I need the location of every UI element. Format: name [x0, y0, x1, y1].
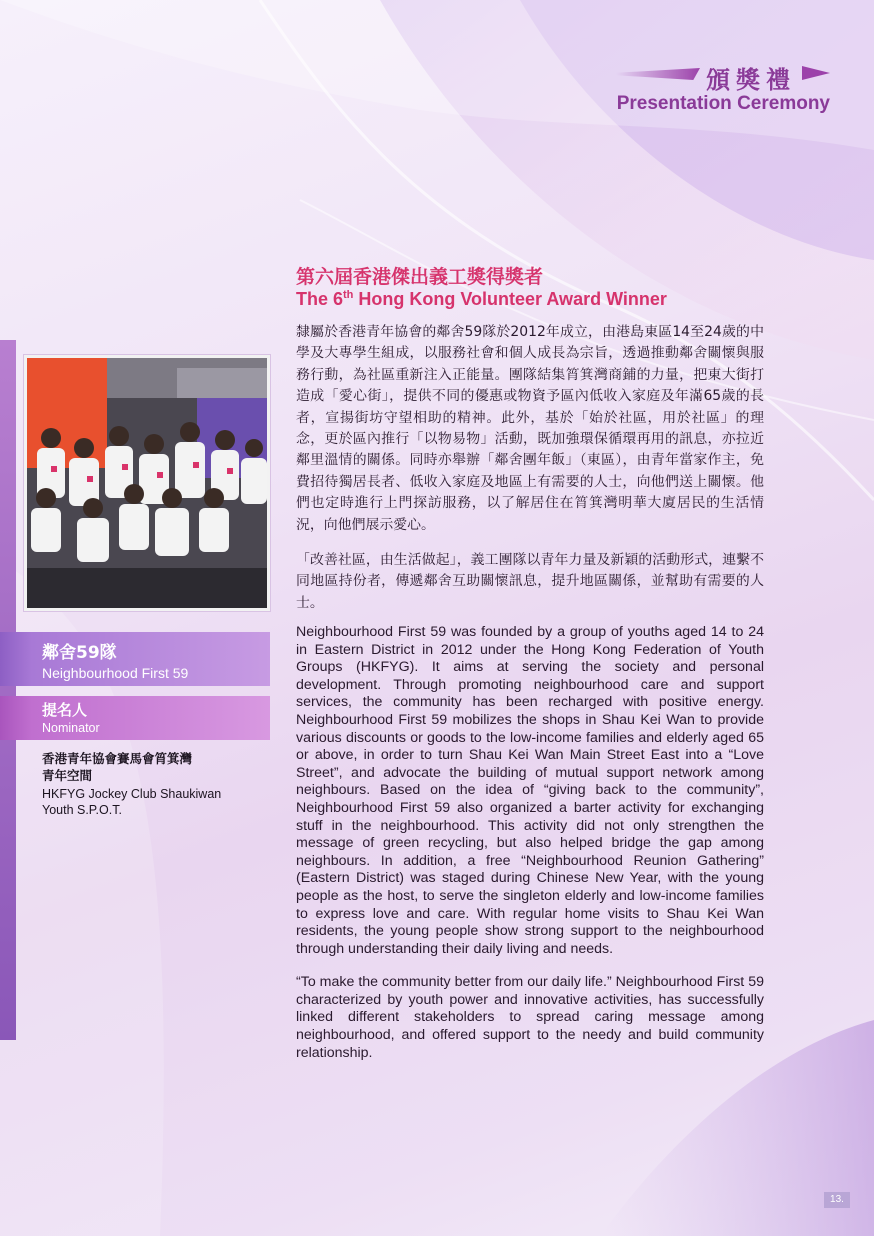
- award-title-en: [296, 289, 667, 310]
- award-title-cn: 第六屆香港傑出義工獎得獎者: [296, 266, 544, 288]
- team-name-cn: 鄰舍59隊: [42, 643, 117, 663]
- nominator-label-cn: 提名人: [42, 701, 88, 719]
- body-en-paragraph-2: “To make the community better from our daily life.” Neighbourhood First 59 characterized by youth power and innovative activities, has successfully linked different stakeholders to spread caring message among neighbourhood, and offered support to the needy and build community relationship.: [296, 974, 764, 1061]
- left-accent-bar: [0, 340, 16, 1040]
- team-name-en: Neighbourhood First 59: [42, 665, 189, 681]
- team-photo-illustration: [27, 358, 267, 608]
- team-photo: [24, 355, 270, 611]
- nominator-name-cn-line2: 青年空間: [42, 768, 93, 783]
- nominator-name-cn-line1: 香港青年協會賽馬會筲箕灣: [42, 751, 193, 766]
- header-title-en: Presentation Ceremony: [616, 93, 830, 114]
- award-title-en-suffix: Hong Kong Volunteer Award Winner: [353, 289, 667, 309]
- body-cn: [296, 322, 764, 614]
- nominator-name-en-line1: HKFYG Jockey Club Shaukiwan: [42, 787, 222, 801]
- body-en-paragraph-1: Neighbourhood First 59 was founded by a group of youths aged 14 to 24 in Eastern District in 2012 under the Hong Kong Federation of Youth Groups (HKFYG). It aims at serving the society and personal development. Through promoting neighbourhood care and support services, the community has been recharged with positive energy. Neighbourhood First 59 mobilizes the shops in Shau Kei Wan to provide various discounts or goods to the low-income families and elderly aged 65 or above, in order to turn Shau Kei Wan Main Street East into a “Love Street”, and advocate the building of mutual support network among neighbours. Based on the idea of “giving back to the community”, Neighbourhood First 59 also organized a barter activity for exchanging stuff in the neighbourhood. This activity did not only strengthen the message of green recycling, but also helped bridge the gap among neighbours. In addition, a free “Neighbourhood Reunion Gathering” (Eastern District) was staged during Chinese New Year, with the young people as the host, to serve the singleton elderly and low-income families to express love and care. With regular home visits to Shau Kei Wan residents, the young people show strong support to the neighbourhood through understanding their daily living and needs.: [296, 624, 764, 957]
- team-label: [32, 632, 270, 686]
- nominator-name: [42, 750, 262, 818]
- body-cn-paragraph-1: 隸屬於香港青年協會的鄰舍59隊於2012年成立，由港島東區14至24歲的中學及大專學生組成，以服務社會和個人成長為宗旨，透過推動鄰舍關懷與服務行動，為社區重新注入正能量。團隊結集筲箕灣商鋪的力量，把東大街打造成「愛心街」，提供不同的優惠或物資予區內低收入家庭及年滿65歲的長者，宣揚街坊守望相助的精神。此外，基於「始於社區，用於社區」的理念，更於區內推行「以物易物」活動，既加強環保循環再用的訊息，亦拉近鄰里溫情的關係。同時亦舉辦「鄰舍團年飯」（東區），由青年當家作主，免費招待獨居長者、低收入家庭及地區上有需要的人士，向他們送上關懷。他們也定時進行上門探訪服務，以了解居住在筲箕灣明華大廈居民的生活情況，向他們展示愛心。: [296, 324, 764, 533]
- body-cn-paragraph-2: 「改善社區，由生活做起」，義工團隊以青年力量及新穎的活動形式，連繫不同地區持份者，傳遞鄰舍互助關懷訊息，提升地區關係，並幫助有需要的人士。: [296, 552, 764, 611]
- award-title-en-prefix: The 6: [296, 289, 344, 309]
- nominator-label-en: Nominator: [42, 721, 100, 735]
- award-title-en-sup: th: [343, 289, 354, 301]
- body-en: [296, 624, 764, 1062]
- nominator-name-en-line2: Youth S.P.O.T.: [42, 803, 122, 817]
- nominator-label: [32, 696, 270, 740]
- page-number: 13.: [824, 1192, 850, 1208]
- header-title-cn: 頒獎禮: [646, 60, 830, 95]
- section-header: [617, 60, 830, 115]
